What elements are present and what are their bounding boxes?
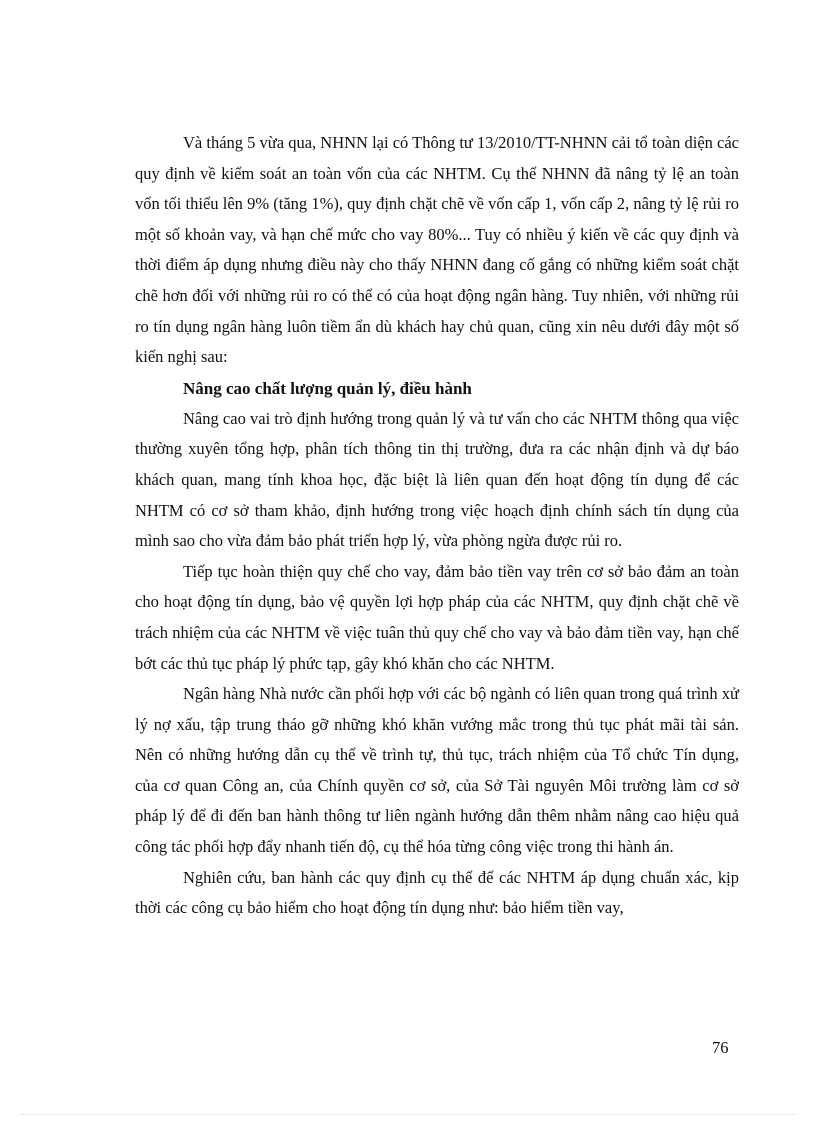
section-heading: Nâng cao chất lượng quản lý, điều hành <box>183 378 472 398</box>
page-bottom-divider <box>20 1114 796 1115</box>
paragraph-capital-safety: Và tháng 5 vừa qua, NHNN lại có Thông tư 13/2010/TT-NHNN cải tổ toàn diện các quy định về kiểm soát an toàn vốn của các NHTM. Cụ thể NHNN đã nâng tỷ lệ an toàn vốn tối thiểu lên 9% (tăng 1%), quy định chặt chẽ về vốn cấp 1, vốn cấp 2, nâng tỷ lệ rủi ro một số khoản vay, và hạn chế mức cho vay 80%... Tuy có nhiều ý kiến về các quy định và thời điểm áp dụng nhưng điều này cho thấy NHNN đang cố gắng có những kiểm soát chặt chẽ hơn đối với những rủi ro có thể có của hoạt động ngân hàng. Tuy nhiên, với những rủi ro tín dụng ngân hàng luôn tiềm ẩn dù khách hay chủ quan, cũng xin nêu dưới đây một số kiến nghị sau: <box>135 133 739 367</box>
document-body <box>135 128 739 924</box>
paragraph-management-role: Nâng cao vai trò định hướng trong quản lý và tư vấn cho các NHTM thông qua việc thường xuyên tổng hợp, phân tích thông tin thị trường, đưa ra các nhận định và dự báo khách quan, mang tính khoa học, đặc biệt là liên quan đến hoạt động tín dụng để các NHTM có cơ sở tham khảo, định hướng trong việc hoạch định chính sách tín dụng của mình sao cho vừa đảm bảo phát triển hợp lý, vừa phòng ngừa được rủi ro. <box>135 408 739 551</box>
paragraph-credit-insurance: Nghiên cứu, ban hành các quy định cụ thể để các NHTM áp dụng chuẩn xác, kịp thời các công cụ bảo hiểm cho hoạt động tín dụng như: bảo hiểm tiền vay, <box>135 867 739 918</box>
page-number: 76 <box>712 1038 729 1057</box>
paragraph-bad-debt-coordination: Ngân hàng Nhà nước cần phối hợp với các bộ ngành có liên quan trong quá trình xử lý nợ xấu, tập trung tháo gỡ những khó khăn vướng mắc trong thủ tục phát mãi tài sản. Nên có những hướng dẫn cụ thể về trình tự, thủ tục, trách nhiệm của Tổ chức Tín dụng, của cơ quan Công an, của Chính quyền cơ sở, của Sở Tài nguyên Môi trường làm cơ sở pháp lý để đi đến ban hành thông tư liên ngành hướng dẫn thêm nhằm nâng cao hiệu quả công tác phối hợp đẩy nhanh tiến độ, cụ thể hóa từng công việc trong thi hành án. <box>135 684 739 857</box>
paragraph-lending-regulation: Tiếp tục hoàn thiện quy chế cho vay, đảm bảo tiền vay trên cơ sở bảo đảm an toàn cho hoạt động tín dụng, bảo vệ quyền lợi hợp pháp của các NHTM, quy định chặt chẽ về trách nhiệm của các NHTM về việc tuân thủ quy chế cho vay và bảo đảm tiền vay, hạn chế bớt các thủ tục pháp lý phức tạp, gây khó khăn cho các NHTM. <box>135 561 739 673</box>
